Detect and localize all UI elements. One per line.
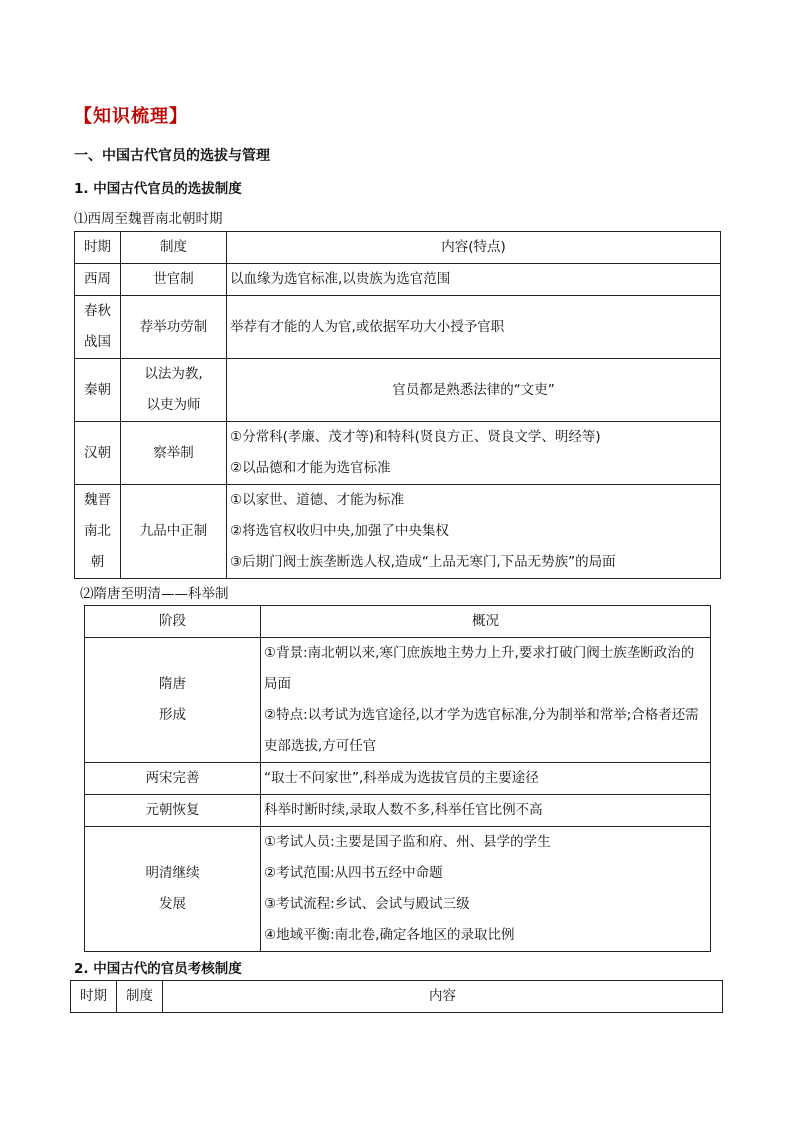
table-row — [85, 638, 711, 763]
header-cell: 阶段 — [85, 606, 261, 638]
header-cell: 制度 — [117, 981, 163, 1013]
header-cell: 内容(特点) — [227, 232, 721, 264]
part-heading-2: ⑵隋唐至明清——科举制 — [80, 586, 229, 602]
header-cell: 制度 — [121, 232, 227, 264]
header-cell: 时期 — [75, 232, 121, 264]
content-cell: 以血缘为选官标准,以贵族为选官范围 — [227, 264, 721, 296]
table-row — [75, 359, 721, 422]
stage-cell: 两宋完善 — [85, 763, 261, 795]
period-cell: 春秋 战国 — [75, 296, 121, 359]
content-cell: ①分常科(孝廉、茂才等)和特科(贤良方正、贤良文学、明经等) ②以品德和才能为选官标准 — [227, 422, 721, 485]
summary-cell: “取士不问家世”,科举成为选拔官员的主要途径 — [261, 763, 711, 795]
period-cell: 汉朝 — [75, 422, 121, 485]
table-row — [75, 264, 721, 296]
period-cell: 西周 — [75, 264, 121, 296]
table-selection-early — [74, 231, 721, 579]
part-heading-1: ⑴西周至魏晋南北朝时期 — [74, 211, 223, 227]
subsection-heading-2: 2. 中国古代的官员考核制度 — [74, 961, 242, 977]
content-cell: 举荐有才能的人为官,或依据军功大小授予官职 — [227, 296, 721, 359]
header-cell: 内容 — [163, 981, 723, 1013]
period-cell: 秦朝 — [75, 359, 121, 422]
system-cell: 荐举功劳制 — [121, 296, 227, 359]
subsection-heading-1: 1. 中国古代官员的选拔制度 — [74, 181, 242, 197]
header-cell: 概况 — [261, 606, 711, 638]
section-heading: 一、中国古代官员的选拔与管理 — [74, 148, 270, 164]
system-cell: 以法为教, 以吏为师 — [121, 359, 227, 422]
table-row — [85, 827, 711, 952]
summary-cell: 科举时断时续,录取人数不多,科举任官比例不高 — [261, 795, 711, 827]
content-cell: 官员都是熟悉法律的“文吏” — [227, 359, 721, 422]
table-row — [75, 485, 721, 579]
section-banner: 【知识梳理】 — [74, 106, 188, 127]
table-row — [85, 795, 711, 827]
system-cell: 察举制 — [121, 422, 227, 485]
table-header-row — [71, 981, 723, 1013]
table-keju — [84, 605, 711, 952]
table-header-row — [85, 606, 711, 638]
system-cell: 九品中正制 — [121, 485, 227, 579]
table-header-row — [75, 232, 721, 264]
table-row — [85, 763, 711, 795]
table-row — [75, 422, 721, 485]
summary-cell: ①考试人员:主要是国子监和府、州、县学的学生 ②考试范围:从四书五经中命题 ③考试流程:乡试、会试与殿试三级 ④地域平衡:南北卷,确定各地区的录取比例 — [261, 827, 711, 952]
stage-cell: 明清继续 发展 — [85, 827, 261, 952]
content-cell: ①以家世、道德、才能为标准 ②将选官权收归中央,加强了中央集权 ③后期门阀士族垄断选人权,造成“上品无寒门,下品无势族”的局面 — [227, 485, 721, 579]
stage-cell: 元朝恢复 — [85, 795, 261, 827]
summary-cell: ①背景:南北朝以来,寒门庶族地主势力上升,要求打破门阀士族垄断政治的局面 ②特点:以考试为选官途径,以才学为选官标准,分为制举和常举;合格者还需吏部选拔,方可任官 — [261, 638, 711, 763]
system-cell: 世官制 — [121, 264, 227, 296]
period-cell: 魏晋 南北 朝 — [75, 485, 121, 579]
table-assessment — [70, 980, 723, 1013]
header-cell: 时期 — [71, 981, 117, 1013]
stage-cell: 隋唐 形成 — [85, 638, 261, 763]
table-row — [75, 296, 721, 359]
